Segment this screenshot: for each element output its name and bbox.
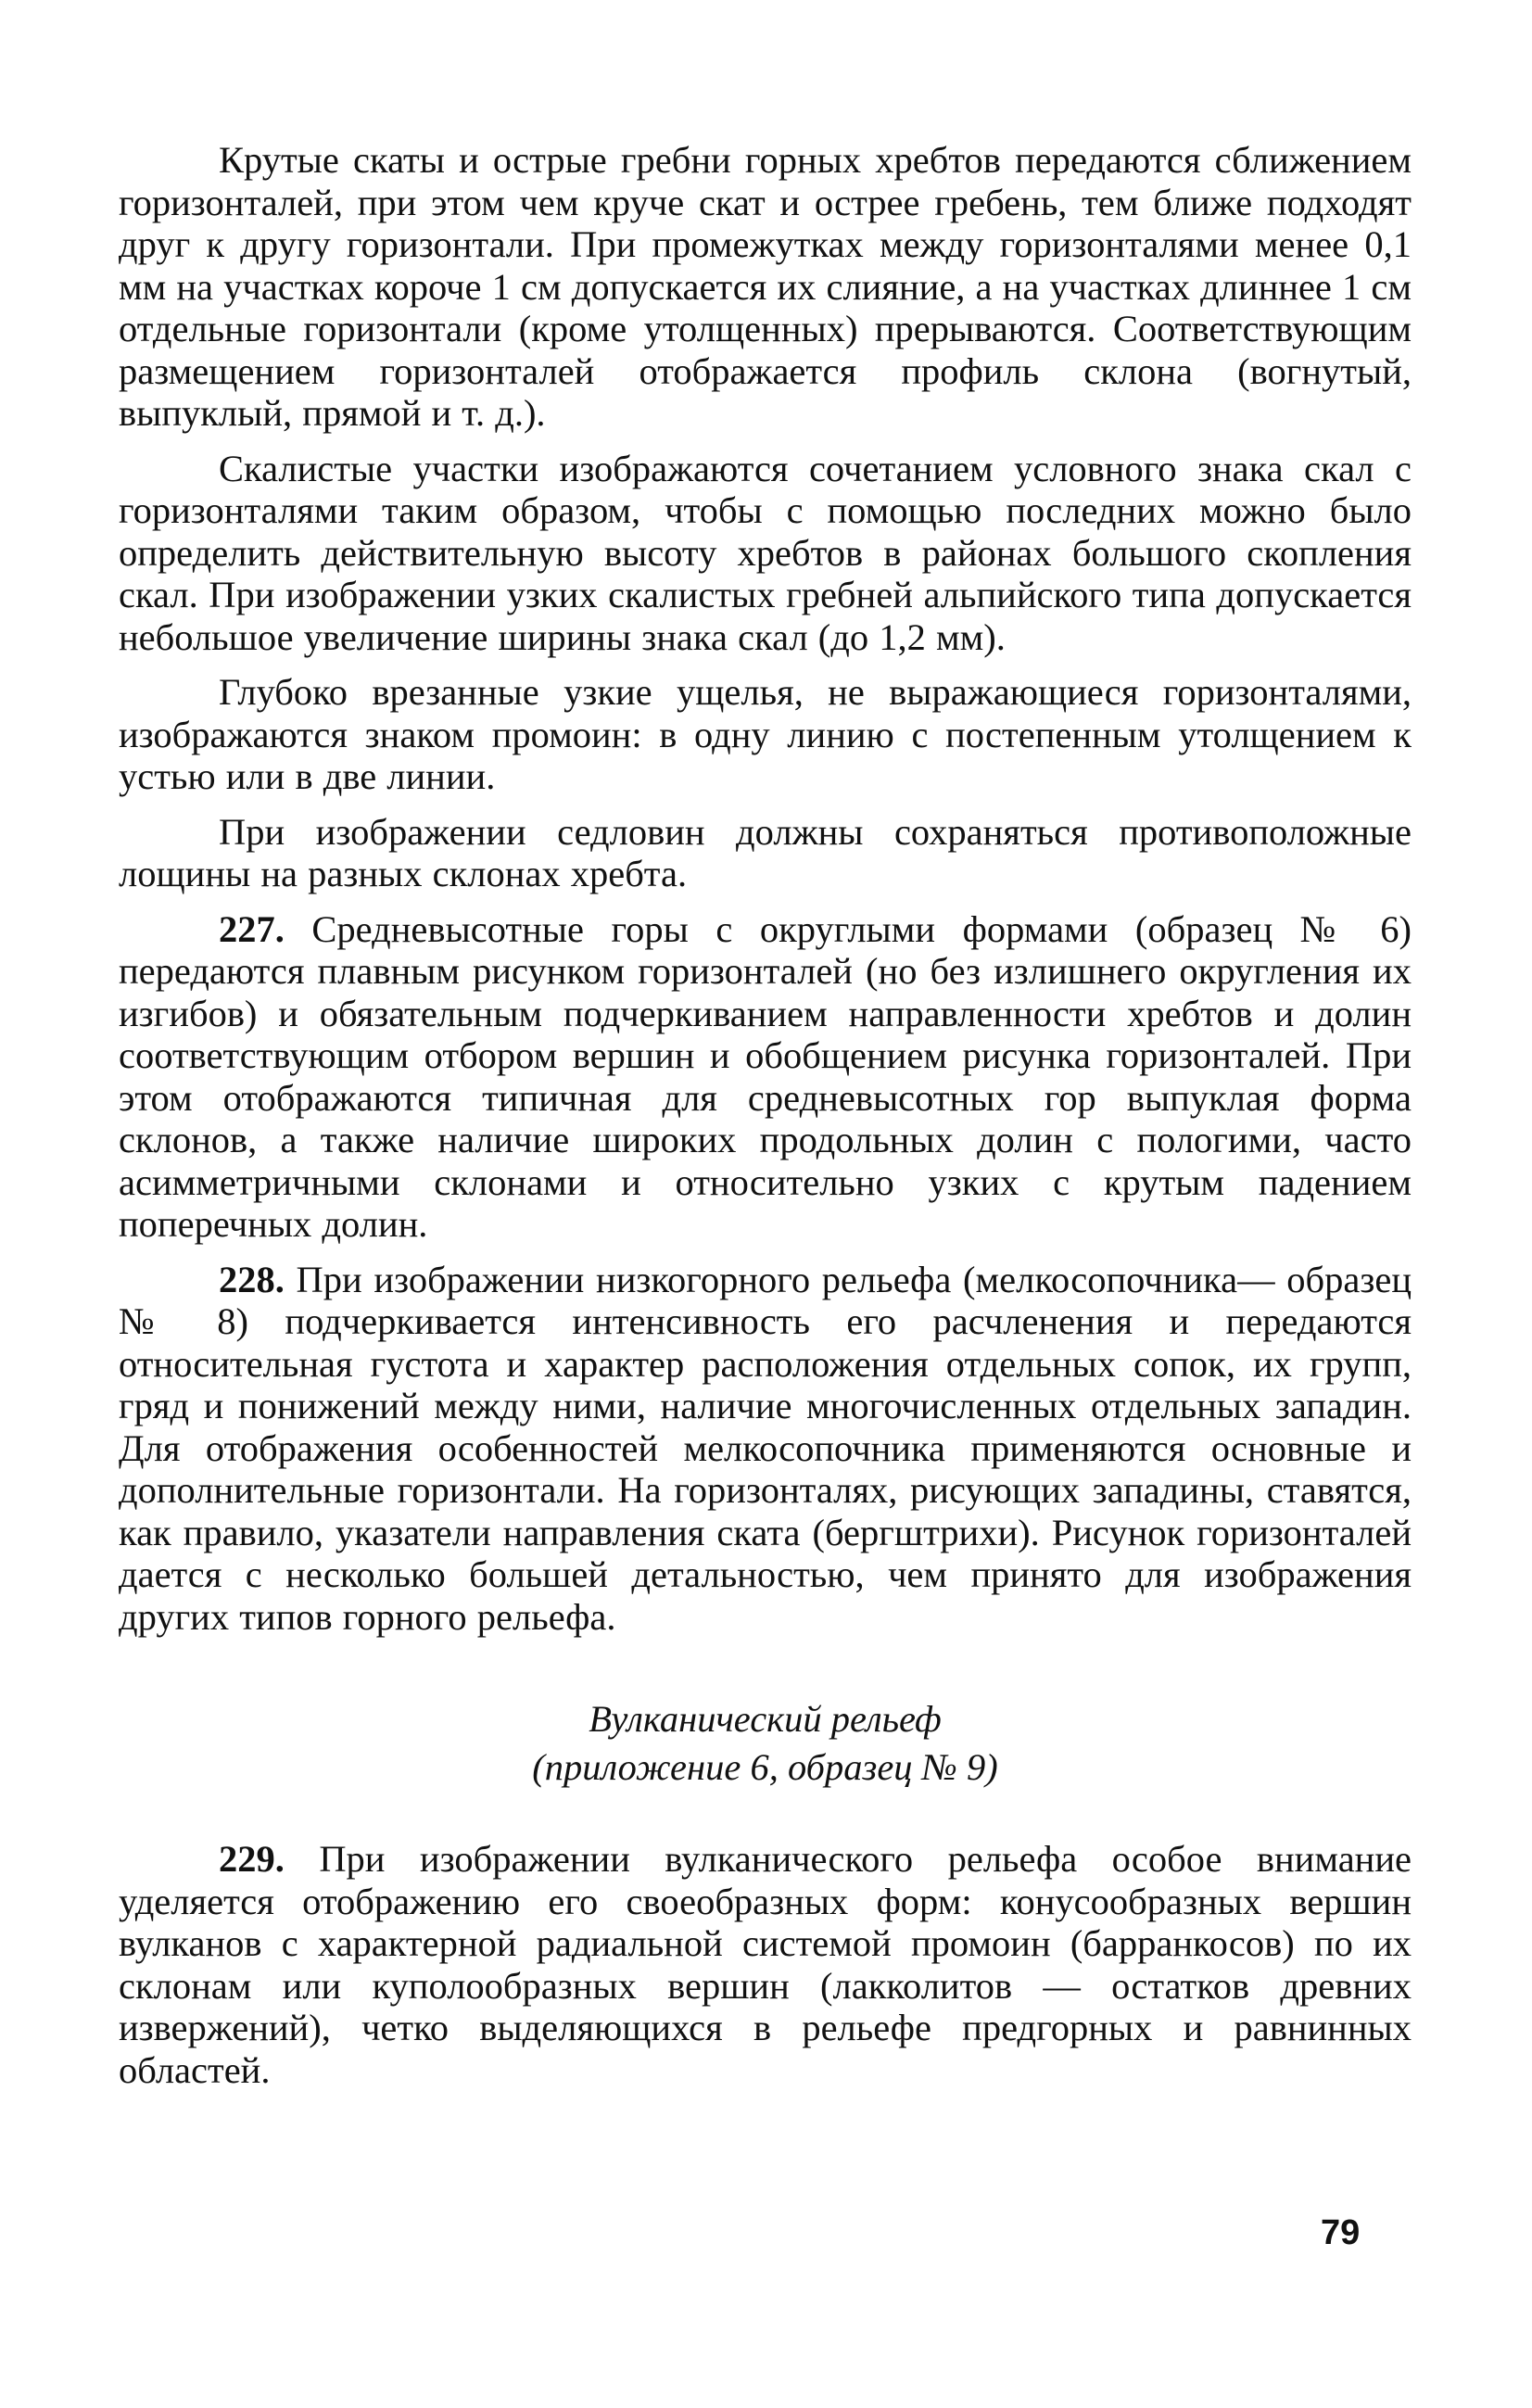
paragraph-text: Средневысотные горы с округлыми формами (образец № 6) передаются плавным рисунком горизонталей (но без излишнего округления их изгибов) и обязательным подчеркиванием направленности хребтов и долин соответствующим отбором вершин и обобщением рисунка горизонталей. При этом отображаются типичная для средневысотных гор выпуклая форма склонов, а также наличие широких продольных долин с пологими, часто асимметричными склонами и относительно узких с крутым падением поперечных долин. — [119, 907, 1412, 1245]
paragraph-gorges — [119, 671, 1412, 798]
paragraph-number: 228. — [219, 1258, 285, 1300]
paragraph-text: Глубоко врезанные узкие ущелья, не выражающиеся горизонталями, изображаются знаком промоин: в одну линию с постепенным утолщением к устью или в две линии. — [119, 671, 1412, 797]
paragraph-number: 229. — [219, 1838, 285, 1880]
page-number: 79 — [1321, 2213, 1361, 2252]
paragraph-229 — [119, 1838, 1412, 2091]
paragraph-text: Крутые скаты и острые гребни горных хребтов передаются сближением горизонталей, при этом чем круче скат и острее гребень, тем ближе подходят друг к другу горизонтали. При промежутках между горизонталями менее 0,1 мм на участках короче 1 см допускается их слияние, а на участках длиннее 1 см отдельные горизонтали (кроме утолщенных) прерываются. Соответствующим размещением горизонталей отображается профиль склона (вогнутый, выпуклый, прямой и т. д.). — [119, 139, 1412, 434]
paragraph-number: 227. — [219, 907, 285, 950]
section-subtitle: (приложение 6, образец № 9) — [532, 1746, 998, 1788]
paragraph-rocky-areas — [119, 448, 1412, 659]
paragraph-text: При изображении седловин должны сохраняться противоположные лощины на разных склонах хребта. — [119, 810, 1412, 894]
paragraph-text: Скалистые участки изображаются сочетанием условного знака скал с горизонталями таким образом, чтобы с помощью последних можно было определить действительную высоту хребтов в районах большого скопления скал. При изображении узких скалистых гребней альпийского типа допускается небольшое увеличение ширины знака скал (до 1,2 мм). — [119, 447, 1412, 658]
document-page — [119, 139, 1412, 2104]
section-heading — [119, 1695, 1412, 1792]
paragraph-text: При изображении вулканического рельефа особое внимание уделяется отображению его своеобразных форм: конусообразных вершин вулканов с характерной радиальной системой промоин (барранкосов) по их склонам или куполообразных вершин (лакколитов — остатков древних извержений), четко выделяющихся в рельефе предгорных и равнинных областей. — [119, 1838, 1412, 2091]
section-title: Вулканический рельеф — [589, 1698, 942, 1740]
paragraph-228 — [119, 1259, 1412, 1639]
paragraph-227 — [119, 908, 1412, 1246]
paragraph-text: При изображении низкогорного рельефа (мелкосопочника— образец № 8) подчеркивается интенсивность его расчленения и передаются относительная густота и характер расположения отдельных сопок, их групп, гряд и понижений между ними, наличие многочисленных отдельных западин. Для отображения особенностей мелкосопочника применяются основные и дополнительные горизонтали. На горизонталях, рисующих западины, ставятся, как правило, указатели направления ската (бергштрихи). Рисунок горизонталей дается с несколько большей детальностью, чем принято для изображения других типов горного рельефа. — [119, 1258, 1412, 1638]
paragraph-saddles — [119, 811, 1412, 895]
paragraph-steep-slopes — [119, 139, 1412, 435]
